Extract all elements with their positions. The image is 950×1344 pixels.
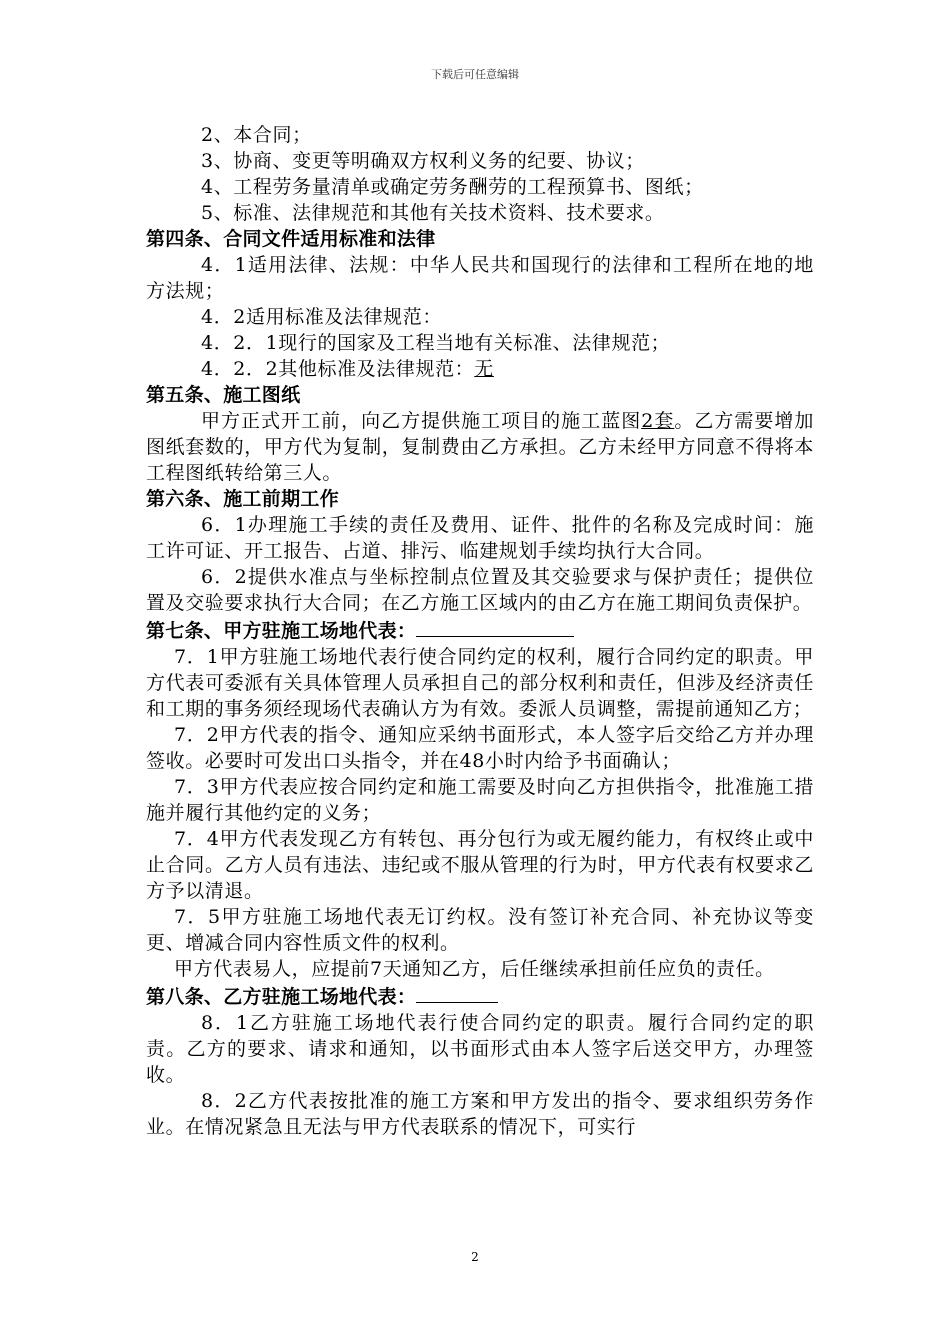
clause-8-1: 8．1乙方驻施工场地代表行使合同约定的职责。履行合同约定的职责。乙方的要求、请求和通知，以书面形式由本人签字后送交甲方，办理签收。 <box>146 1012 814 1086</box>
list-item: 5、标准、法律规范和其他有关技术资料、技术要求。 <box>201 202 665 224</box>
filled-blank <box>474 358 582 380</box>
clause-4-2-2 <box>146 356 814 382</box>
clause-8-2: 8．2乙方代表按批准的施工方案和甲方发出的指令、要求组织劳务作业。在情况紧急且无法与甲方代表联系的情况下，可实行 <box>146 1090 814 1138</box>
section-heading-5: 第五条、施工图纸 <box>146 384 301 406</box>
filled-value: 无 <box>474 358 494 380</box>
clause-7-3: 7．3甲方代表应按合同约定和施工需要及时向乙方担供指令，批准施工措施并履行其他约定的义务； <box>146 776 814 824</box>
blank-line <box>416 982 498 1003</box>
heading-text: 第七条、甲方驻施工场地代表： <box>146 620 417 642</box>
clause-7-6: 甲方代表易人，应提前7天通知乙方，后任继续承担前任应负的责任。 <box>174 958 775 980</box>
clause-label: 4．2．2其他标准及法律规范： <box>201 358 475 380</box>
list-item: 2、本合同； <box>201 124 312 146</box>
list-item: 4、工程劳务量清单或确定劳务酬劳的工程预算书、图纸； <box>201 176 704 198</box>
filled-value: 2套 <box>641 410 675 432</box>
clause-5-paragraph <box>146 408 814 486</box>
page-number: 2 <box>471 1250 479 1264</box>
clause-4-2: 4．2适用标准及法律规范： <box>201 306 442 328</box>
text-run: 甲方正式开工前，向乙方提供施工项目的施工蓝图 <box>201 410 642 432</box>
section-heading-7 <box>146 616 814 644</box>
document-body <box>146 122 814 1140</box>
clause-7-2: 7．2甲方代表的指令、通知应采纳书面形式，本人签字后交给乙方并办理签收。必要时可发出口头指令，并在48小时内给予书面确认； <box>146 724 814 772</box>
clause-4-1: 4．1适用法律、法规：中华人民共和国现行的法律和工程所在地的地方法规； <box>146 254 814 302</box>
clause-6-2: 6．2提供水准点与坐标控制点位置及其交验要求与保护责任；提供位置及交验要求执行大合同；在乙方施工区域内的由乙方在施工期间负责保护。 <box>146 566 814 614</box>
clause-7-5: 7．5甲方驻施工场地代表无订约权。没有签订补充合同、补充协议等变更、增减合同内容性质文件的权利。 <box>146 906 814 954</box>
list-item: 3、协商、变更等明确双方权利义务的纪要、协议； <box>201 150 645 172</box>
blank-line <box>416 616 574 637</box>
clause-7-1: 7．1甲方驻施工场地代表行使合同约定的权利，履行合同约定的职责。甲方代表可委派有关具体管理人员承担自己的部分权利和责任，但涉及经济责任和工期的事务须经现场代表确认方为有效。委派人员调整，需提前通知乙方； <box>146 646 814 720</box>
section-heading-6: 第六条、施工前期工作 <box>146 488 340 510</box>
heading-text: 第八条、乙方驻施工场地代表： <box>146 986 417 1008</box>
text-run: 。乙方需要增加图纸套数的，甲方代为复制，复制费由乙方承担。乙方未经甲方同意不得将本工程图纸转给第三人。 <box>146 410 814 484</box>
page-header: 下载后可任意编辑 <box>431 68 519 81</box>
clause-7-4: 7．4甲方代表发现乙方有转包、再分包行为或无履约能力，有权终止或中止合同。乙方人员有违法、违纪或不服从管理的行为时，甲方代表有权要求乙方予以清退。 <box>146 828 814 902</box>
section-heading-8 <box>146 982 814 1010</box>
section-heading-4: 第四条、合同文件适用标准和法律 <box>146 228 436 250</box>
clause-4-2-1: 4．2．1现行的国家及工程当地有关标准、法律规范； <box>201 332 671 354</box>
clause-6-1: 6．1办理施工手续的责任及费用、证件、批件的名称及完成时间：施工许可证、开工报告、占道、排污、临建规划手续均执行大合同。 <box>146 514 814 562</box>
